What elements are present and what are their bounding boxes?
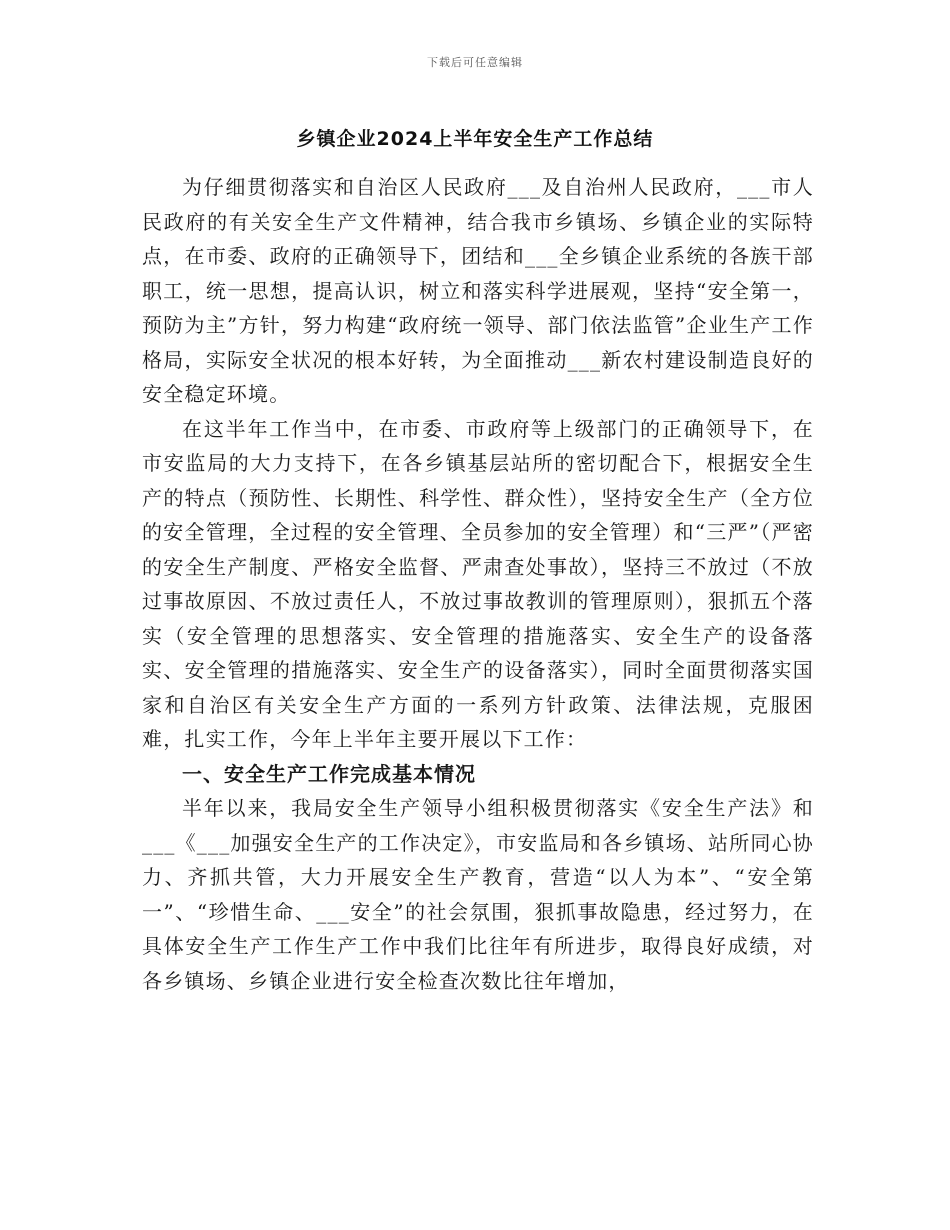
- document-title: 乡镇企业2024上半年安全生产工作总结: [296, 128, 654, 150]
- paragraph-section-one: 半年以来，我局安全生产领导小组积极贯彻落实《安全生产法》和___《___加强安全生产的工作决定》，市安监局和各乡镇场、站所同心协力、齐抓共管，大力开展安全生产教育，营造“以人为本”、“安全第一”、“珍惜生命、___安全”的社会氛围，狠抓事故隐患，经过努力，在具体安全生产工作生产工作中我们比往年有所进步，取得良好成绩，对各乡镇场、乡镇企业进行安全检查次数比往年增加，: [142, 796, 814, 993]
- document-body: [142, 170, 814, 998]
- paragraph-work-overview: 在这半年工作当中，在市委、市政府等上级部门的正确领导下，在市安监局的大力支持下，在各乡镇基层站所的密切配合下，根据安全生产的特点（预防性、长期性、科学性、群众性），坚持安全生产（全方位的安全管理，全过程的安全管理、全员参加的安全管理）和“三严”（严密的安全生产制度、严格安全监督、严肃查处事故），坚持三不放过（不放过事故原因、不放过责任人，不放过事故教训的管理原则），狠抓五个落实（安全管理的思想落实、安全管理的措施落实、安全生产的设备落实、安全管理的措施落实、安全生产的设备落实），同时全面贯彻落实国家和自治区有关安全生产方面的一系列方针政策、法律法规，克服困难，扎实工作，今年上半年主要开展以下工作：: [142, 416, 814, 751]
- paragraph-intro: 为仔细贯彻落实和自治区人民政府___及自治州人民政府，___市人民政府的有关安全生产文件精神，结合我市乡镇场、乡镇企业的实际特点，在市委、政府的正确领导下，团结和___全乡镇企业系统的各族干部职工，统一思想，提高认识，树立和落实科学进展观，坚持“安全第一，预防为主”方针，努力构建“政府统一领导、部门依法监管”企业生产工作格局，实际安全状况的根本好转，为全面推动___新农村建设制造良好的安全稳定环境。: [142, 175, 814, 406]
- section-heading: 一、安全生产工作完成基本情况: [182, 761, 476, 786]
- header-note: 下载后可任意编辑: [427, 56, 523, 69]
